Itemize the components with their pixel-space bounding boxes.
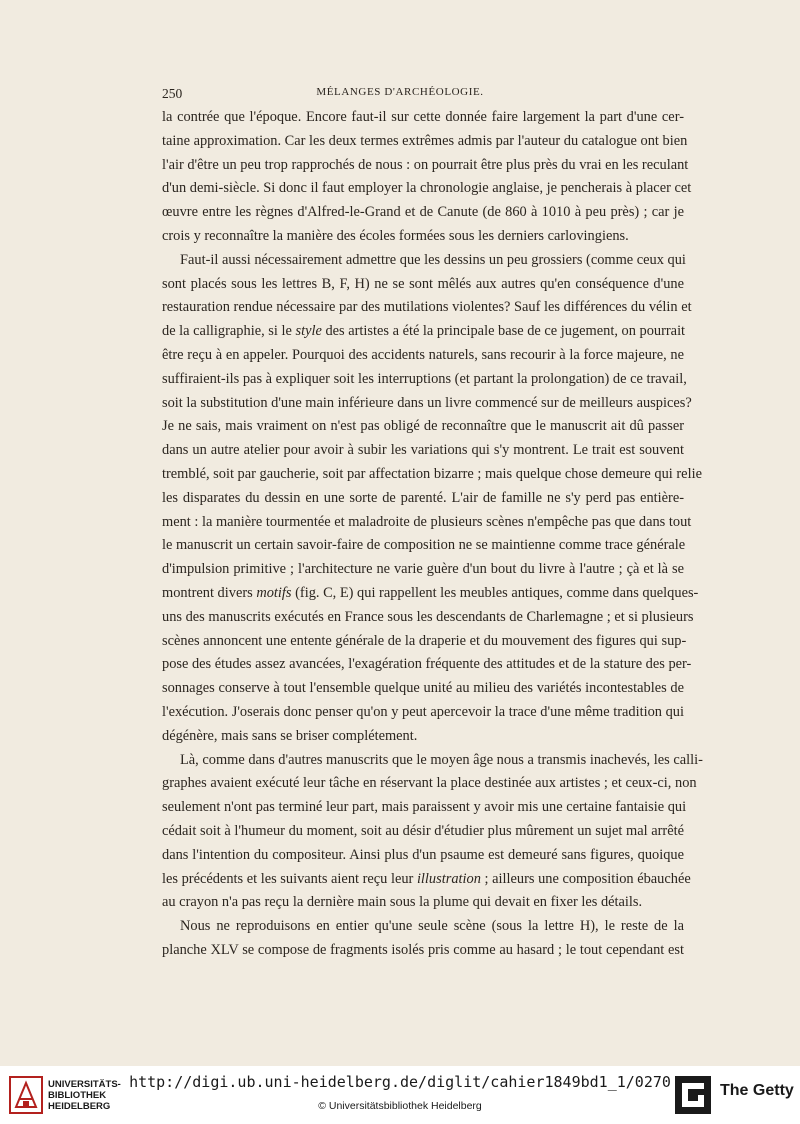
text-line: dégénère, mais sans se briser complétement. [162, 727, 418, 744]
text-line: le manuscrit un certain savoir-faire de composition ne se maintienne comme trace générale [162, 537, 686, 554]
text-line: planche XLV se compose de fragments isolés pris comme au hasard ; le tout cependant est [162, 941, 684, 958]
text-line: crois y reconnaître la manière des écoles formées sous les derniers carlovingiens. [162, 227, 629, 244]
text-line: au crayon n'a pas reçu la dernière main sous la plume qui devait en fixer les détails. [162, 894, 643, 911]
text-line: d'un demi-siècle. Si donc il faut employer la chronologie anglaise, je pencherais à placer cet [162, 180, 692, 197]
text-line: taine approximation. Car les deux termes extrêmes admis par l'auteur du catalogue ont bien [162, 132, 688, 149]
text-line: la contrée que l'époque. Encore faut-il sur cette donnée faire largement la part d'une cer- [162, 109, 684, 125]
text-line: cédait soit à l'humeur du moment, soit au désir d'étudier plus mûrement un sujet mal arrêté [162, 822, 684, 839]
permalink-url[interactable]: http://digi.ub.uni-heidelberg.de/diglit/cahier1849bd1_1/0270 [129, 1073, 671, 1091]
text-line: œuvre entre les règnes d'Alfred-le-Grand et de Canute (de 860 à 1010 à peu près) ; car je [162, 204, 684, 221]
text-line: tremblé, soit par gaucherie, soit par affectation bizarre ; mais quelque chose demeure qui relie [162, 465, 702, 482]
text-line: les disparates du dessin en une sorte de parenté. L'air de famille ne s'y perd pas entière- [162, 489, 684, 506]
text-line: restauration rendue nécessaire par des mutilations violentes? Sauf les différences du vélin et [162, 299, 692, 316]
library-name-line: UNIVERSITÄTS- [48, 1079, 121, 1090]
paragraph [162, 915, 684, 963]
paragraph [162, 749, 703, 916]
text-line: Là, comme dans d'autres manuscrits que le moyen âge nous a transmis inachevés, les calli- [180, 751, 703, 768]
text-line: Je ne sais, mais vraiment on n'est pas obligé de reconnaître que le manuscrit ait dû passer [162, 418, 684, 435]
text-line: sont placés sous les lettres B, F, H) ne se sont mêlés aux autres qu'en conséquence d'une [162, 275, 684, 292]
text-line: les précédents et les suivants aient reçu leur illustration ; ailleurs une composition ébauchée [162, 870, 691, 887]
viewer-footer [0, 1066, 800, 1124]
partner-name[interactable]: The Getty [720, 1082, 794, 1099]
text-line: dans un autre atelier pour avoir à subir les variations qui s'y montrent. Le trait est souvent [162, 442, 684, 459]
text-line: l'exécution. J'oserais donc penser qu'on y peut apercevoir la trace d'une même tradition qui [162, 703, 684, 720]
text-line: d'impulsion primitive ; l'architecture ne varie guère d'un bout du livre à l'autre ; çà et là se [162, 561, 684, 578]
text-line: uns des manuscrits exécutés en France sous les descendants de Charlemagne ; et si plusieurs [162, 608, 694, 625]
getty-logo-icon[interactable] [674, 1075, 712, 1115]
text-line: graphes avaient exécuté leur tâche en réservant la place destinée aux artistes ; et ceux-ci, non [162, 775, 697, 792]
text-line: l'air d'être un peu trop rapprochés de nous : on pourrait être plus près du vrai en les reculant [162, 156, 689, 173]
paragraph [162, 106, 692, 249]
library-name-line: BIBLIOTHEK [48, 1090, 107, 1101]
text-line: soit la substitution d'une main inférieure dans un livre commencé sur de meilleurs auspices? [162, 394, 692, 411]
running-title: MÉLANGES D'ARCHÉOLOGIE. [316, 86, 484, 98]
text-line: scènes annoncent une entente générale de la draperie et du mouvement des figures qui sup- [162, 632, 687, 649]
page-header [0, 86, 800, 106]
body-text [162, 106, 703, 963]
copyright-notice: © Universitätsbibliothek Heidelberg [318, 1100, 482, 1112]
text-line: dans l'intention du compositeur. Ainsi plus d'un psaume est demeuré sans figures, quoique [162, 846, 684, 863]
text-line: Faut-il aussi nécessairement admettre que les dessins un peu grossiers (comme ceux qui [180, 251, 686, 268]
text-line: pose des études assez avancées, l'exagération fréquente des attitudes et de la stature des per- [162, 656, 692, 673]
text-line: de la calligraphie, si le style des artistes a été la principale base de ce jugement, on pourrait [162, 323, 686, 340]
paragraph [162, 249, 702, 749]
text-line: montrent divers motifs (fig. C, E) qui rappellent les meubles antiques, comme dans quelques- [162, 584, 699, 601]
text-line: Nous ne reproduisons en entier qu'une seule scène (sous la lettre H), le reste de la [180, 918, 684, 935]
page-number: 250 [162, 86, 183, 101]
text-line: suffiraient-ils pas à expliquer soit les interruptions (et partant la prolongation) de ce travail, [162, 370, 687, 387]
text-line: ment : la manière tourmentée et maladroite de plusieurs scènes n'empêche pas que dans tout [162, 513, 692, 530]
text-line: être reçu à en appeler. Pourquoi des accidents naturels, sans recourir à la force majeure, ne [162, 346, 684, 363]
library-name-line: HEIDELBERG [48, 1101, 111, 1112]
text-line: seulement n'ont pas terminé leur part, mais paraissent y avoir mis une certaine fantaisie qui [162, 799, 687, 816]
text-line: sonnages conserve à tout l'ensemble quelque unité au milieu des variétés incontestables de [162, 680, 684, 697]
